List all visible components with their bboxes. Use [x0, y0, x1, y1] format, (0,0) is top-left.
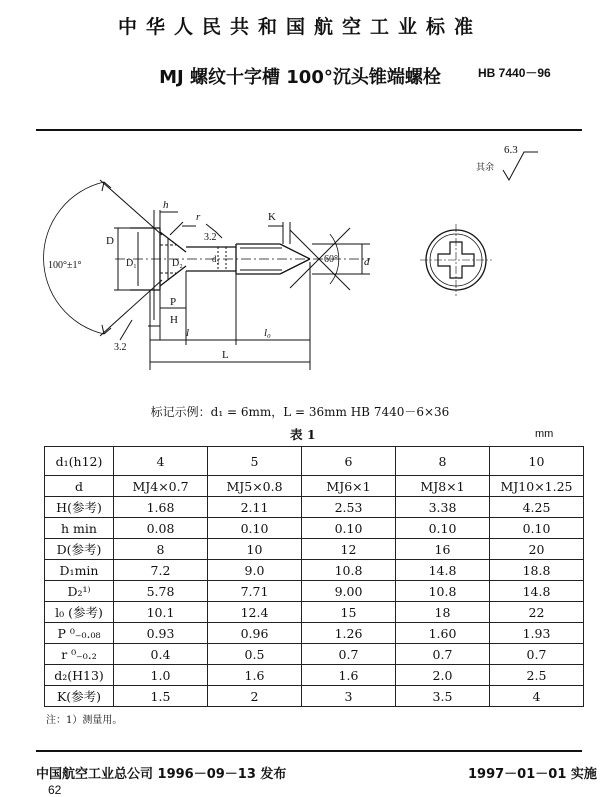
- table-cell: 8: [396, 447, 490, 476]
- table-cell: 18: [396, 602, 490, 623]
- marking-example: 标记示例：d₁ = 6mm，L = 36mm HB 7440－6×36: [150, 405, 450, 419]
- standard-org-title: 中华人民共和国航空工业标准: [117, 16, 482, 38]
- table-cell: 2.53: [302, 497, 396, 518]
- document-title: MJ 螺纹十字槽 100°沉头锥端螺栓: [159, 67, 441, 88]
- label-d: d: [364, 256, 370, 268]
- row-label: h min: [45, 518, 114, 539]
- row-label: D₂¹⁾: [45, 581, 114, 602]
- label-chamfer-2: 3.2: [114, 342, 127, 353]
- table-cell: 5.78: [114, 581, 208, 602]
- table-row: [45, 476, 584, 497]
- label-l: l: [186, 327, 190, 339]
- label-D2: D₂: [172, 258, 183, 269]
- table-cell: 4: [114, 447, 208, 476]
- table-cell: 0.10: [490, 518, 584, 539]
- page-number: 62: [48, 783, 62, 797]
- table-row: [45, 644, 584, 665]
- table-cell: MJ4×0.7: [114, 476, 208, 497]
- roughness-value: 6.3: [504, 144, 518, 156]
- table-cell: 14.8: [396, 560, 490, 581]
- table-cell: 10: [208, 539, 302, 560]
- table-cell: MJ10×1.25: [490, 476, 584, 497]
- label-P: P: [170, 296, 177, 308]
- publish-info: 中国航空工业总公司 1996－09－13 发布: [36, 767, 287, 782]
- table-cell: 1.93: [490, 623, 584, 644]
- table-row: [45, 539, 584, 560]
- table-cell: 20: [490, 539, 584, 560]
- cross-recess-end-view-icon: [420, 224, 492, 296]
- table-cell: 8: [114, 539, 208, 560]
- table-row: [45, 497, 584, 518]
- table-cell: 2.5: [490, 665, 584, 686]
- table-cell: 14.8: [490, 581, 584, 602]
- label-k: K: [268, 211, 276, 223]
- label-h: h: [163, 199, 169, 211]
- table-cell: 5: [208, 447, 302, 476]
- table-cell: 1.5: [114, 686, 208, 707]
- table-cell: 22: [490, 602, 584, 623]
- table-cell: 0.10: [396, 518, 490, 539]
- row-label: H(参考): [45, 497, 114, 518]
- label-l0: l₀: [264, 327, 271, 339]
- table-cell: 0.7: [302, 644, 396, 665]
- row-label: d₁(h12): [45, 447, 114, 476]
- table-cell: 9.0: [208, 560, 302, 581]
- table-cell: 10: [490, 447, 584, 476]
- label-H: H: [170, 314, 178, 326]
- row-label: D(参考): [45, 539, 114, 560]
- table-cell: 18.8: [490, 560, 584, 581]
- table-cell: 10.1: [114, 602, 208, 623]
- row-label: d: [45, 476, 114, 497]
- row-label: K(参考): [45, 686, 114, 707]
- row-label: D₁min: [45, 560, 114, 581]
- table-cell: 16: [396, 539, 490, 560]
- table-cell: 0.10: [302, 518, 396, 539]
- table-row: [45, 623, 584, 644]
- table-cell: 10.8: [396, 581, 490, 602]
- roughness-note: 其余: [476, 162, 495, 172]
- table-cell: 0.7: [490, 644, 584, 665]
- table-cell: 2.0: [396, 665, 490, 686]
- label-tip-angle: 60°: [324, 254, 338, 265]
- bolt-drawing: [0, 130, 600, 400]
- row-label: d₂(H13): [45, 665, 114, 686]
- row-label: r ⁰₋₀.₂: [45, 644, 114, 665]
- table-cell: 3: [302, 686, 396, 707]
- label-D: D: [106, 235, 114, 247]
- table-row: [45, 518, 584, 539]
- table-cell: 0.08: [114, 518, 208, 539]
- table-row: [45, 665, 584, 686]
- table-cell: 0.96: [208, 623, 302, 644]
- table-caption: 表 1: [290, 427, 316, 442]
- table-cell: 3.5: [396, 686, 490, 707]
- table-cell: 12.4: [208, 602, 302, 623]
- table-row: [45, 686, 584, 707]
- table-cell: 12: [302, 539, 396, 560]
- table-cell: 4: [490, 686, 584, 707]
- table-cell: 0.7: [396, 644, 490, 665]
- table-cell: 0.10: [208, 518, 302, 539]
- label-D1: D₁: [126, 258, 137, 269]
- label-L: L: [222, 349, 229, 361]
- row-label: l₀ (参考): [45, 602, 114, 623]
- footnote: 注：1）测量用。: [46, 715, 123, 726]
- table-row: [45, 581, 584, 602]
- table-cell: 1.60: [396, 623, 490, 644]
- table-cell: 1.26: [302, 623, 396, 644]
- table-cell: 0.5: [208, 644, 302, 665]
- table-cell: 15: [302, 602, 396, 623]
- table-header-row: [45, 447, 584, 476]
- table-cell: MJ8×1: [396, 476, 490, 497]
- table-row: [45, 560, 584, 581]
- footer-divider: [36, 750, 582, 752]
- roughness-symbol-icon: [503, 152, 538, 180]
- label-r: r: [196, 211, 201, 223]
- table-cell: 7.71: [208, 581, 302, 602]
- spec-table: [44, 446, 584, 707]
- table-unit: mm: [535, 428, 554, 440]
- table-cell: MJ6×1: [302, 476, 396, 497]
- row-label: P ⁰₋₀.₀₈: [45, 623, 114, 644]
- implement-date: 1997－01－01 实施: [468, 767, 597, 782]
- table-cell: 1.6: [208, 665, 302, 686]
- table-cell: 2: [208, 686, 302, 707]
- table-cell: 3.38: [396, 497, 490, 518]
- table-cell: 7.2: [114, 560, 208, 581]
- table-cell: 4.25: [490, 497, 584, 518]
- table-cell: 1.6: [302, 665, 396, 686]
- table-cell: 10.8: [302, 560, 396, 581]
- table-cell: 0.93: [114, 623, 208, 644]
- label-chamfer: 3.2: [204, 232, 217, 243]
- table-cell: 6: [302, 447, 396, 476]
- table-cell: 1.68: [114, 497, 208, 518]
- label-d2: d₂: [212, 254, 220, 264]
- table-row: [45, 602, 584, 623]
- table-cell: MJ5×0.8: [208, 476, 302, 497]
- table-cell: 1.0: [114, 665, 208, 686]
- table-cell: 9.00: [302, 581, 396, 602]
- table-cell: 0.4: [114, 644, 208, 665]
- standard-code: HB 7440－96: [478, 66, 551, 80]
- table-cell: 2.11: [208, 497, 302, 518]
- label-head-angle: 100°±1°: [48, 260, 82, 271]
